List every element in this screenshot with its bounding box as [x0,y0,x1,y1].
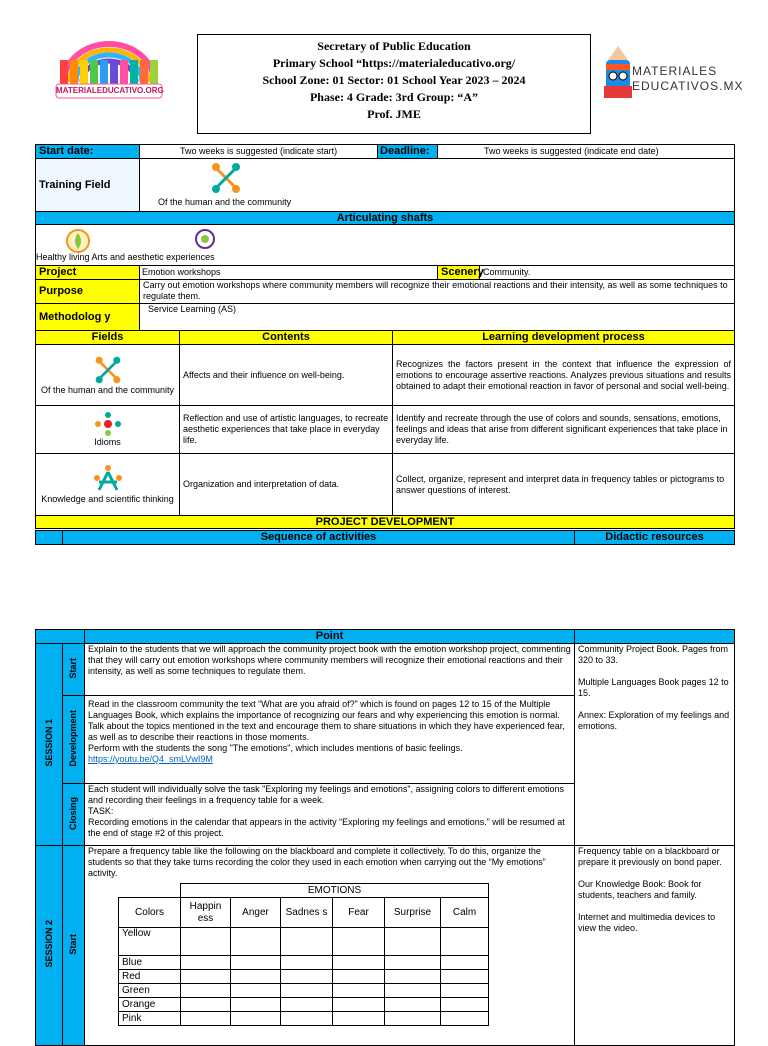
header-line-3: School Zone: 01 Sector: 01 School Year 2023 – 2024 [262,73,526,87]
color-cell: Red [119,970,181,984]
contents-header: Contents [180,331,393,345]
emotion-header: Sadnes s [281,898,333,928]
process-cell: Collect, organize, represent and interpret data in frequency tables or pictograms to answer questions of interest. [393,454,735,516]
color-cell: Pink [119,1012,181,1026]
point-header: Point [85,630,575,644]
materialeseducativos-logo [600,44,744,110]
emotion-header: Fear [333,898,385,928]
start-date-label: Start date: [36,145,140,159]
content-cell: Affects and their influence on well-being. [180,345,393,406]
methodology-label: Methodolog y [36,304,140,332]
deadline-label: Deadline: [378,145,438,159]
arts-aesthetic-icon [194,228,216,250]
header-line-2: Primary School “https://materialeducativo.org/ [272,56,516,70]
articulating-shafts-value: Healthy living Arts and aesthetic experiences [36,252,215,262]
closing-paragraph: Each student will individually solve the task "Exploring my feelings and emotions", assigning colors to different emotions and recording their feelings in a frequency table for a week. [88,784,564,805]
resource-item: Internet and multimedia devices to view the video. [578,912,716,933]
field-name: Idioms [94,437,121,447]
human-community-icon [91,355,125,385]
closing-paragraph: TASK: [88,806,114,816]
resource-item: Multiple Languages Book pages 12 to 15. [578,677,729,698]
s1-start-text: Explain to the students that we will approach the community project book with the emotion workshop project, commenting that they will carry out emotion workshops where community members will recognize their emotional reactions and their intensity, as well as some techniques to regulate them. [85,644,575,696]
human-community-icon [208,161,244,195]
field-cell-idioms [36,406,180,454]
table-blank [119,884,181,898]
s1-closing-label: Closing [63,784,85,846]
training-field-label: Training Field [36,159,140,212]
resource-item: Annex: Exploration of my feelings and emotions. [578,710,730,731]
content-cell: Reflection and use of artistic languages, to recreate aesthetic experiences that take place in everyday life. [180,406,393,454]
right-logo-line-2: EDUCATIVOS.MX [632,79,744,93]
content-cell: Organization and interpretation of data. [180,454,393,516]
purpose-label: Purpose [36,280,140,304]
planning-table [35,144,735,332]
colors-header: Colors [119,898,181,928]
s1-resources [575,644,735,846]
color-cell: Orange [119,998,181,1012]
emotions-title: EMOTIONS [181,884,489,898]
scientific-thinking-icon [91,464,125,494]
emotion-header: Anger [231,898,281,928]
didactic-header: Didactic resources [575,531,735,545]
training-field-value: Of the human and the community [158,197,292,207]
session-1-label: SESSION 1 [36,644,63,846]
emotion-header: Surprise [385,898,441,928]
sequence-header: Sequence of activities [63,531,575,545]
purpose-value: Carry out emotion workshops where community members will recognize their emotional reactions and their intensity, as well as some techniques to regulate them. [140,280,735,304]
s2-resources [575,846,735,1046]
process-cell: Identify and recreate through the use of colors and sounds, sensations, emotions, feelings and ideas that arise from different significant experiences that take place in everyday life. [393,406,735,454]
session-2-label: SESSION 2 [36,846,63,1046]
scenery-label: Scenery [438,266,480,280]
emotion-header: Happin ess [181,898,231,928]
project-label: Project [36,266,140,280]
methodology-value: Service Learning (AS) [140,304,735,332]
resource-item: Frequency table on a blackboard or prepare it previously on bond paper. [578,846,722,867]
start-date-value: Two weeks is suggested (indicate start) [140,145,378,159]
field-cell-knowledge [36,454,180,516]
color-cell: Blue [119,956,181,970]
header-line-1: Secretary of Public Education [317,39,471,53]
s1-development-text [85,696,575,784]
fields-header: Fields [36,331,180,345]
healthy-living-icon [64,229,92,253]
ldp-header: Learning development process [393,331,735,345]
s2-start-cell [85,846,575,1046]
pencil-mascot-icon [600,44,636,104]
training-field-cell [140,159,735,212]
project-development-header: PROJECT DEVELOPMENT [36,516,735,529]
s1-start-label: Start [63,644,85,696]
articulating-shafts-header: Articulating shafts [36,212,735,225]
dev-paragraph: Read in the classroom community the text “What are you afraid of?” which is found on pages 12 to 15 of the Multiple Languages Book, which explains the importance of recognizing our fears and why experiencing this emotion is normal. [88,699,560,720]
resource-item: Community Project Book. Pages from 320 to 33. [578,644,729,665]
field-name: Knowledge and scientific thinking [41,494,174,504]
resource-item: Our Knowledge Book: Book for students, teachers and family. [578,879,702,900]
emotion-header: Calm [441,898,489,928]
color-cell: Yellow [119,928,181,956]
scenery-value: Community. [480,266,735,280]
color-cell: Green [119,984,181,998]
process-cell: Recognizes the factors present in the context that influence the expression of emotions to encourage assertive reactions. Analyzes previous situations and results obtained to adapt their emotional reaction in favor of personal and social well-being. [393,345,735,406]
school-header [197,34,591,134]
field-name: Of the human and the community [40,384,175,395]
s2-start-text: Prepare a frequency table like the following on the blackboard and complete it collectively. To do this, organize the students so that they take turns recording the color they used in each emotion when carrying out the “My emotions” activity. [88,846,546,878]
field-cell-human [36,345,180,406]
closing-paragraph: Recording emotions in the calendar that appears in the activity “Exploring my feelings and emotions.” will be resumed at the end of stage #2 of this project. [88,817,565,838]
materialeducativo-logo [50,30,168,110]
left-logo-text: MATERIALEDUCATIVO.ORG [56,86,164,95]
idioms-icon [93,411,123,437]
sequence-header-table [35,530,735,545]
project-value: Emotion workshops [140,266,438,280]
deadline-value: Two weeks is suggested (indicate end date) [438,145,735,159]
sessions-table [35,629,735,1046]
s1-closing-text [85,784,575,846]
header-line-4: Phase: 4 Grade: 3rd Group: “A” [309,90,479,104]
dev-paragraph: Perform with the students the song "The emotions", which includes mentions of basic feelings. [88,743,463,753]
articulating-shafts-cell [36,225,735,266]
emotions-frequency-table [118,883,489,1026]
dev-paragraph: Talk about the topics mentioned in the text and encourage them to share situations in which they have experienced fear, as well as to describe their reactions in those moments. [88,721,565,742]
fields-table [35,330,735,529]
s1-development-label: Development [63,696,85,784]
right-logo-line-1: MATERIALES [632,64,718,78]
song-video-link[interactable]: https://youtu.be/Q4_smLVwI9M [88,754,213,764]
s2-start-label: Start [63,846,85,1046]
header-line-5: Prof. JME [367,107,421,121]
